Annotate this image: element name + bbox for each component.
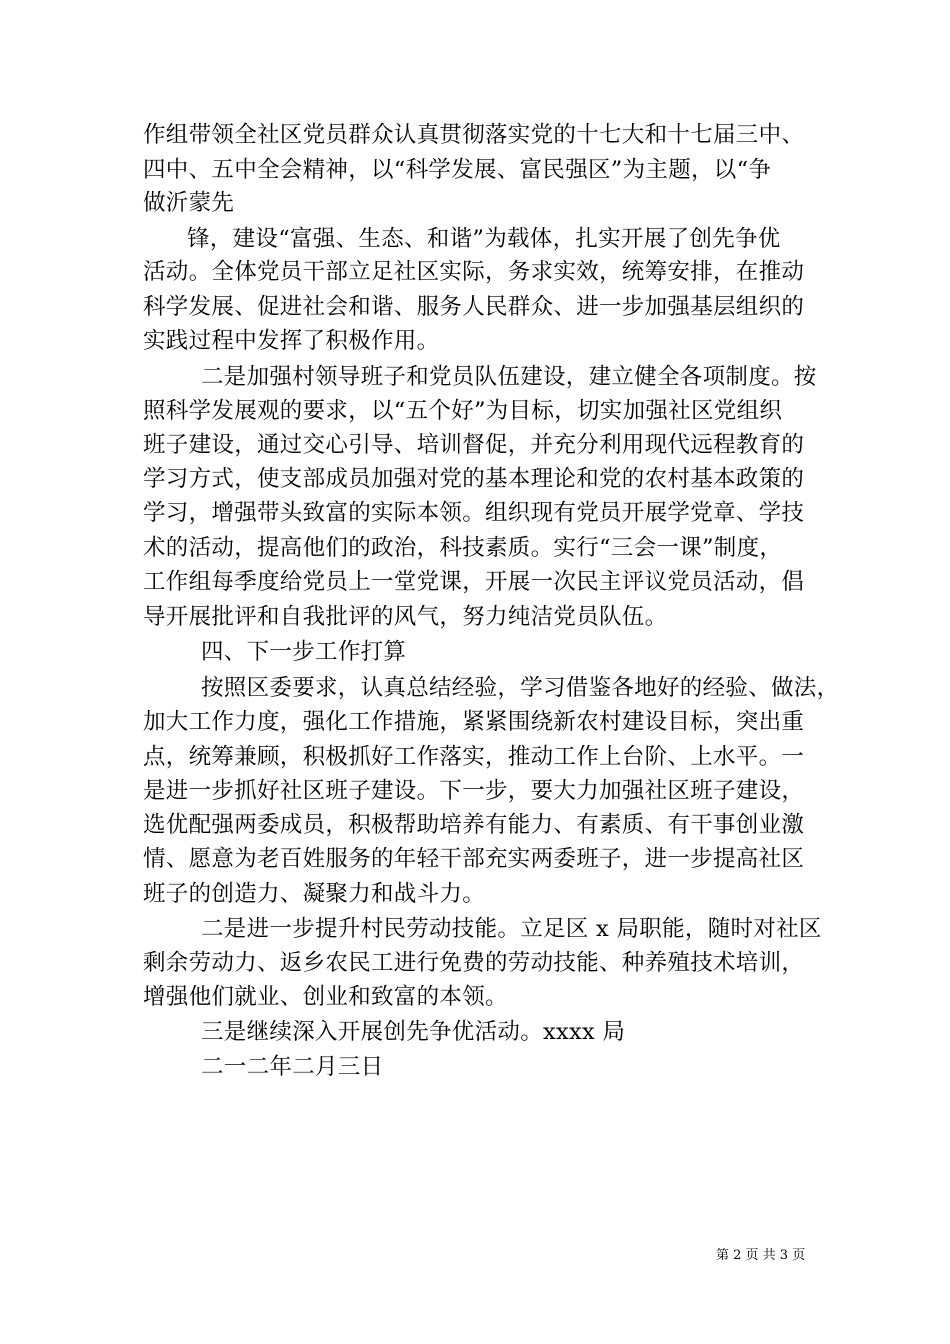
text-line: 二是加强村领导班子和党员队伍建设，建立健全各项制度。按	[201, 364, 817, 390]
text-line: 学习，增强带头致富的实际本领。组织现有党员开展学党章、学技	[143, 500, 805, 526]
text-line: 照科学发展观的要求，以“五个好”为目标，切实加强社区党组织	[143, 398, 783, 424]
text-line: 按照区委要求，认真总结经验，学习借鉴各地好的经验、做法，	[201, 675, 840, 701]
text-line: 是进一步抓好社区班子建设。下一步，要大力加强社区班子建设，	[143, 778, 805, 804]
text-line: 班子建设，通过交心引导、培训督促，并充分利用现代远程教育的	[143, 432, 805, 458]
text-line: 情、愿意为老百姓服务的年轻干部充实两委班子，进一步提高社区	[143, 846, 805, 872]
text-line: 增强他们就业、创业和致富的本领。	[143, 984, 508, 1010]
text-line: 工作组每季度给党员上一堂党课，开展一次民主评议党员活动，倡	[143, 569, 805, 595]
text-line: 实践过程中发挥了积极作用。	[143, 328, 440, 354]
text-line: 作组带领全社区党员群众认真贯彻落实党的十七大和十七届三中、	[143, 122, 805, 148]
text-line: 二一二年二月三日	[201, 1054, 384, 1080]
text-line: 三是继续深入开展创先争优活动。xxxx 局	[201, 1019, 626, 1045]
text-line: 锋，建设“富强、生态、和谐”为载体，扎实开展了创先争优	[187, 226, 781, 252]
text-line: 四、下一步工作打算	[201, 639, 407, 665]
text-line: 做沂蒙先	[143, 190, 235, 216]
text-line: 加大工作力度，强化工作措施，紧紧围绕新农村建设目标，突出重	[143, 709, 805, 735]
text-line: 二是进一步提升村民劳动技能。立足区 x 局职能，随时对社区	[201, 916, 822, 942]
text-line: 点，统筹兼顾，积极抓好工作落实，推动工作上台阶、上水平。一	[143, 744, 805, 770]
text-line: 术的活动，提高他们的政治，科技素质。实行“三会一课”制度，	[143, 535, 783, 561]
text-line: 选优配强两委成员，积极帮助培养有能力、有素质、有干事创业激	[143, 812, 805, 838]
text-line: 活动。全体党员干部立足社区实际，务求实效，统筹安排，在推动	[143, 259, 805, 285]
text-line: 剩余劳动力、返乡农民工进行免费的劳动技能、种养殖技术培训，	[143, 950, 805, 976]
text-line: 四中、五中全会精神，以“科学发展、富民强区”为主题，以“争	[143, 157, 772, 183]
page-footer: 第 2 页 共 3 页	[716, 1248, 806, 1263]
text-line: 学习方式，使支部成员加强对党的基本理论和党的农村基本政策的	[143, 466, 805, 492]
text-line: 科学发展、促进社会和谐、服务人民群众、进一步加强基层组织的	[143, 294, 805, 320]
text-line: 班子的创造力、凝聚力和战斗力。	[143, 881, 486, 907]
text-line: 导开展批评和自我批评的风气，努力纯洁党员队伍。	[143, 604, 668, 630]
